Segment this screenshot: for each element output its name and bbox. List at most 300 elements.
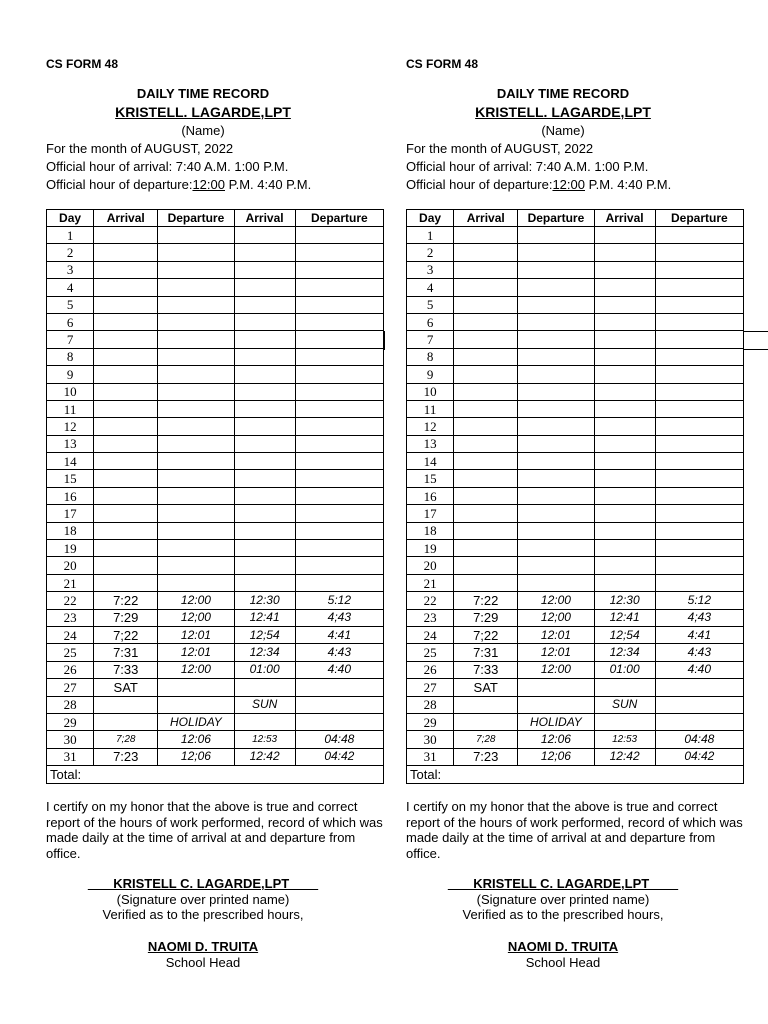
- departure-pm-cell: [295, 435, 383, 452]
- arrival-am-cell: [94, 696, 158, 713]
- name-caption: (Name): [541, 123, 585, 138]
- arrival-am-cell: 7:29: [94, 609, 158, 626]
- total-row: [407, 766, 744, 783]
- departure-am-cell: [158, 366, 234, 383]
- day-cell: 16: [47, 487, 94, 504]
- arrival-pm-cell: [234, 383, 295, 400]
- departure-pm-cell: [295, 470, 383, 487]
- departure-am-cell: [158, 574, 234, 591]
- arrival-pm-cell: [234, 522, 295, 539]
- arrival-pm-cell: [234, 557, 295, 574]
- arrival-pm-cell: [234, 400, 295, 417]
- departure-am-cell: [158, 331, 234, 348]
- day-cell: 14: [47, 453, 94, 470]
- table-row: [47, 661, 384, 678]
- arrival-am-cell: [94, 487, 158, 504]
- table-row: [407, 261, 744, 278]
- departure-am-cell: [158, 227, 234, 244]
- table-row: [407, 679, 744, 696]
- arrival-pm-cell: 12;54: [594, 626, 655, 643]
- form-title: DAILY TIME RECORD: [136, 86, 270, 101]
- departure-pm-cell: [295, 522, 383, 539]
- day-cell: 29: [407, 713, 454, 730]
- arrival-am-cell: [94, 279, 158, 296]
- arrival-am-cell: [454, 574, 518, 591]
- arrival-pm-cell: [594, 331, 655, 348]
- table-row: [407, 644, 744, 661]
- table-row: [47, 679, 384, 696]
- departure-am-cell: [518, 383, 594, 400]
- departure-am-cell: 12:00: [158, 661, 234, 678]
- arrival-am-cell: [94, 540, 158, 557]
- arrival-am-cell: [454, 453, 518, 470]
- table-row: [47, 644, 384, 661]
- departure-pm-cell: 04:48: [655, 731, 743, 748]
- table-row: [407, 296, 744, 313]
- day-cell: 17: [407, 505, 454, 522]
- arrival-pm-cell: [234, 244, 295, 261]
- departure-am-cell: [158, 244, 234, 261]
- arrival-am-cell: [454, 713, 518, 730]
- day-cell: 26: [47, 661, 94, 678]
- table-row: [47, 696, 384, 713]
- arrival-am-cell: [454, 383, 518, 400]
- departure-pm-cell: 5:12: [295, 592, 383, 609]
- departure-pm-cell: 04:42: [655, 748, 743, 765]
- departure-am-cell: [518, 227, 594, 244]
- day-cell: 1: [407, 227, 454, 244]
- day-cell: 14: [407, 453, 454, 470]
- arrival-pm-cell: [594, 296, 655, 313]
- arrival-am-cell: [454, 487, 518, 504]
- arrival-pm-cell: [234, 313, 295, 330]
- table-row: [47, 400, 384, 417]
- arrival-am-cell: [94, 400, 158, 417]
- day-cell: 29: [47, 713, 94, 730]
- arrival-am-cell: [94, 348, 158, 365]
- arrival-am-cell: [454, 540, 518, 557]
- school-head-title: School Head: [525, 955, 601, 970]
- arrival-pm-cell: SUN: [234, 696, 295, 713]
- table-header-row: [407, 210, 744, 227]
- arrival-pm-cell: [594, 418, 655, 435]
- departure-am-cell: [518, 557, 594, 574]
- table-row: [47, 522, 384, 539]
- arrival-am-cell: 7:29: [454, 609, 518, 626]
- arrival-pm-cell: [594, 227, 655, 244]
- departure-pm-cell: [655, 331, 743, 348]
- table-row: [47, 626, 384, 643]
- arrival-pm-cell: [234, 366, 295, 383]
- arrival-am-cell: SAT: [454, 679, 518, 696]
- table-row: [47, 418, 384, 435]
- departure-am-cell: 12:06: [158, 731, 234, 748]
- table-row: [407, 505, 744, 522]
- day-cell: 20: [47, 557, 94, 574]
- departure-pm-cell: [655, 261, 743, 278]
- arrival-pm-cell: [594, 435, 655, 452]
- arrival-pm-cell: [234, 453, 295, 470]
- departure-pm-cell: [295, 713, 383, 730]
- arrival-am-cell: SAT: [94, 679, 158, 696]
- table-row: [407, 540, 744, 557]
- departure-pm-cell: [655, 522, 743, 539]
- verified-text: Verified as to the prescribed hours,: [462, 907, 664, 922]
- departure-am-cell: [158, 696, 234, 713]
- arrival-pm-cell: [594, 244, 655, 261]
- column-header-departure-am: Departure: [158, 210, 234, 227]
- time-record-table: [46, 209, 384, 784]
- departure-pm-cell: [295, 453, 383, 470]
- departure-suffix: P.M. 4:40 P.M.: [585, 177, 672, 192]
- arrival-pm-cell: [594, 540, 655, 557]
- table-row: [407, 731, 744, 748]
- day-cell: 13: [407, 435, 454, 452]
- arrival-am-cell: [454, 522, 518, 539]
- departure-am-cell: 12;06: [158, 748, 234, 765]
- arrival-am-cell: [94, 435, 158, 452]
- departure-pm-cell: [655, 453, 743, 470]
- day-cell: 4: [47, 279, 94, 296]
- employee-name: KRISTELL. LAGARDE,LPT: [115, 104, 291, 120]
- departure-pm-cell: 5:12: [655, 592, 743, 609]
- departure-pm-cell: 4:43: [295, 644, 383, 661]
- day-cell: 15: [407, 470, 454, 487]
- day-cell: 22: [47, 592, 94, 609]
- arrival-pm-cell: [594, 366, 655, 383]
- arrival-am-cell: [94, 453, 158, 470]
- table-row: [407, 522, 744, 539]
- departure-pm-cell: [295, 227, 383, 244]
- departure-am-cell: 12:00: [518, 661, 594, 678]
- arrival-am-cell: [94, 574, 158, 591]
- table-row: [407, 713, 744, 730]
- table-row: [407, 348, 744, 365]
- day-cell: 6: [47, 313, 94, 330]
- departure-am-cell: [158, 557, 234, 574]
- departure-am-cell: [518, 366, 594, 383]
- column-header-departure-pm: Departure: [655, 210, 743, 227]
- school-head-name: NAOMI D. TRUITA: [507, 939, 619, 954]
- month-line: For the month of AUGUST, 2022: [46, 141, 234, 156]
- departure-am-cell: [518, 522, 594, 539]
- school-head-name: NAOMI D. TRUITA: [147, 939, 259, 954]
- departure-prefix: Official hour of departure:: [46, 177, 193, 192]
- day-cell: 5: [407, 296, 454, 313]
- table-row: [407, 331, 744, 348]
- arrival-am-cell: 7:23: [454, 748, 518, 765]
- arrival-am-cell: [454, 279, 518, 296]
- signature-caption: (Signature over printed name): [476, 892, 650, 907]
- arrival-am-cell: [454, 261, 518, 278]
- day-cell: 16: [407, 487, 454, 504]
- arrival-pm-cell: [234, 487, 295, 504]
- total-row: [47, 766, 384, 783]
- day-cell: 5: [47, 296, 94, 313]
- departure-pm-cell: [655, 348, 743, 365]
- departure-am-cell: [158, 470, 234, 487]
- departure-am-cell: [518, 540, 594, 557]
- table-row: [47, 366, 384, 383]
- departure-pm-cell: [295, 313, 383, 330]
- certification-text: I certify on my honor that the above is true and correct report of the hours of work performed, record of which was made daily at the time of arrival at and departure from office.: [406, 799, 743, 861]
- departure-pm-cell: [295, 400, 383, 417]
- departure-underlined-time: 12:00: [552, 177, 585, 192]
- arrival-am-cell: [94, 366, 158, 383]
- departure-pm-cell: 4:43: [655, 644, 743, 661]
- departure-hours-line: [46, 177, 311, 192]
- arrival-am-cell: [454, 557, 518, 574]
- arrival-am-cell: [94, 505, 158, 522]
- arrival-am-cell: [94, 383, 158, 400]
- arrival-am-cell: [454, 244, 518, 261]
- day-cell: 19: [47, 540, 94, 557]
- arrival-am-cell: [94, 522, 158, 539]
- day-cell: 10: [47, 383, 94, 400]
- arrival-am-cell: [454, 331, 518, 348]
- table-header-row: [47, 210, 384, 227]
- employee-name: KRISTELL. LAGARDE,LPT: [475, 104, 651, 120]
- column-header-day: Day: [407, 210, 454, 227]
- arrival-am-cell: [94, 470, 158, 487]
- departure-pm-cell: 4;43: [295, 609, 383, 626]
- table-row: [47, 470, 384, 487]
- day-cell: 24: [47, 626, 94, 643]
- departure-am-cell: [158, 453, 234, 470]
- table-row: [407, 661, 744, 678]
- departure-suffix: P.M. 4:40 P.M.: [225, 177, 312, 192]
- arrival-pm-cell: [594, 279, 655, 296]
- day-cell: 8: [407, 348, 454, 365]
- arrival-pm-cell: [234, 505, 295, 522]
- table-row: [407, 487, 744, 504]
- table-row: [47, 557, 384, 574]
- arrival-pm-cell: [234, 261, 295, 278]
- arrival-pm-cell: [234, 540, 295, 557]
- departure-am-cell: [158, 540, 234, 557]
- departure-pm-cell: 4:41: [655, 626, 743, 643]
- day-cell: 7: [407, 331, 454, 348]
- day-cell: 27: [407, 679, 454, 696]
- departure-am-cell: [518, 261, 594, 278]
- departure-pm-cell: 4:40: [655, 661, 743, 678]
- column-header-arrival-am: Arrival: [94, 210, 158, 227]
- departure-pm-cell: [655, 435, 743, 452]
- day-cell: 9: [407, 366, 454, 383]
- day-cell: 27: [47, 679, 94, 696]
- arrival-am-cell: [94, 261, 158, 278]
- signature-line: ___ KRISTELL C. LAGARDE,LPT____: [87, 876, 319, 891]
- departure-am-cell: [518, 418, 594, 435]
- arrival-am-cell: [454, 435, 518, 452]
- departure-pm-cell: [655, 574, 743, 591]
- day-cell: 23: [407, 609, 454, 626]
- departure-am-cell: [518, 331, 594, 348]
- arrival-pm-cell: [594, 383, 655, 400]
- arrival-am-cell: 7:33: [454, 661, 518, 678]
- day-cell: 13: [47, 435, 94, 452]
- arrival-am-cell: 7;28: [454, 731, 518, 748]
- time-record-table: [406, 209, 744, 784]
- arrival-pm-cell: [234, 470, 295, 487]
- departure-pm-cell: [295, 366, 383, 383]
- arrival-pm-cell: [594, 313, 655, 330]
- departure-am-cell: 12:01: [158, 644, 234, 661]
- table-row: [47, 540, 384, 557]
- day-cell: 28: [407, 696, 454, 713]
- departure-am-cell: [518, 574, 594, 591]
- departure-am-cell: [518, 505, 594, 522]
- table-row: [47, 713, 384, 730]
- arrival-am-cell: 7:23: [94, 748, 158, 765]
- departure-am-cell: [518, 435, 594, 452]
- table-row: [47, 435, 384, 452]
- arrival-pm-cell: [594, 400, 655, 417]
- arrival-pm-cell: [594, 348, 655, 365]
- arrival-pm-cell: [234, 279, 295, 296]
- departure-am-cell: 12:01: [518, 644, 594, 661]
- arrival-am-cell: [454, 696, 518, 713]
- table-edge-stub-left: [384, 331, 385, 350]
- arrival-pm-cell: 12:53: [594, 731, 655, 748]
- arrival-pm-cell: [234, 331, 295, 348]
- arrival-hours-line: Official hour of arrival: 7:40 A.M. 1:00 P.M.: [46, 159, 289, 174]
- arrival-pm-cell: [234, 435, 295, 452]
- day-cell: 25: [407, 644, 454, 661]
- table-edge-stub-right: [744, 331, 768, 350]
- arrival-hours-line: Official hour of arrival: 7:40 A.M. 1:00 P.M.: [406, 159, 649, 174]
- departure-pm-cell: [295, 331, 383, 348]
- table-row: [407, 279, 744, 296]
- arrival-am-cell: [94, 313, 158, 330]
- departure-am-cell: [158, 348, 234, 365]
- arrival-am-cell: 7:22: [454, 592, 518, 609]
- departure-am-cell: [518, 400, 594, 417]
- departure-am-cell: HOLIDAY: [518, 713, 594, 730]
- day-cell: 15: [47, 470, 94, 487]
- day-cell: 4: [407, 279, 454, 296]
- verified-text: Verified as to the prescribed hours,: [102, 907, 304, 922]
- day-cell: 3: [407, 261, 454, 278]
- departure-am-cell: 12;00: [518, 609, 594, 626]
- departure-am-cell: HOLIDAY: [158, 713, 234, 730]
- departure-am-cell: [158, 296, 234, 313]
- departure-pm-cell: [655, 540, 743, 557]
- departure-am-cell: [158, 418, 234, 435]
- departure-am-cell: [518, 313, 594, 330]
- arrival-pm-cell: [594, 522, 655, 539]
- arrival-pm-cell: [594, 505, 655, 522]
- departure-am-cell: [158, 383, 234, 400]
- departure-am-cell: [158, 313, 234, 330]
- departure-pm-cell: [295, 505, 383, 522]
- arrival-am-cell: [454, 296, 518, 313]
- arrival-pm-cell: [594, 470, 655, 487]
- departure-am-cell: [158, 261, 234, 278]
- arrival-pm-cell: 01:00: [234, 661, 295, 678]
- departure-am-cell: [518, 244, 594, 261]
- arrival-pm-cell: SUN: [594, 696, 655, 713]
- departure-pm-cell: [655, 557, 743, 574]
- column-header-arrival-am: Arrival: [454, 210, 518, 227]
- departure-pm-cell: [655, 487, 743, 504]
- column-header-departure-pm: Departure: [295, 210, 383, 227]
- departure-pm-cell: [295, 418, 383, 435]
- arrival-pm-cell: 12:53: [234, 731, 295, 748]
- column-header-departure-am: Departure: [518, 210, 594, 227]
- arrival-am-cell: [454, 418, 518, 435]
- departure-pm-cell: [655, 400, 743, 417]
- departure-am-cell: [158, 487, 234, 504]
- day-cell: 10: [407, 383, 454, 400]
- table-row: [407, 435, 744, 452]
- day-cell: 2: [47, 244, 94, 261]
- arrival-pm-cell: [234, 574, 295, 591]
- arrival-am-cell: [454, 227, 518, 244]
- table-row: [407, 592, 744, 609]
- departure-am-cell: [518, 453, 594, 470]
- table-row: [47, 574, 384, 591]
- departure-pm-cell: [295, 540, 383, 557]
- arrival-am-cell: [94, 713, 158, 730]
- departure-am-cell: [518, 279, 594, 296]
- day-cell: 31: [407, 748, 454, 765]
- day-cell: 23: [47, 609, 94, 626]
- arrival-pm-cell: [234, 713, 295, 730]
- arrival-pm-cell: [594, 679, 655, 696]
- column-header-arrival-pm: Arrival: [594, 210, 655, 227]
- day-cell: 17: [47, 505, 94, 522]
- table-row: [407, 574, 744, 591]
- table-row: [47, 331, 384, 348]
- day-cell: 2: [407, 244, 454, 261]
- departure-pm-cell: [295, 696, 383, 713]
- departure-pm-cell: [295, 348, 383, 365]
- day-cell: 20: [407, 557, 454, 574]
- departure-pm-cell: [655, 244, 743, 261]
- departure-pm-cell: [655, 227, 743, 244]
- departure-pm-cell: [295, 261, 383, 278]
- departure-pm-cell: [655, 383, 743, 400]
- day-cell: 30: [47, 731, 94, 748]
- arrival-pm-cell: 12:41: [594, 609, 655, 626]
- departure-am-cell: [158, 522, 234, 539]
- arrival-pm-cell: [594, 574, 655, 591]
- arrival-pm-cell: 12:30: [594, 592, 655, 609]
- departure-pm-cell: 04:48: [295, 731, 383, 748]
- column-header-arrival-pm: Arrival: [234, 210, 295, 227]
- table-row: [47, 748, 384, 765]
- day-cell: 9: [47, 366, 94, 383]
- departure-am-cell: 12;06: [518, 748, 594, 765]
- arrival-am-cell: 7:31: [454, 644, 518, 661]
- departure-prefix: Official hour of departure:: [406, 177, 553, 192]
- departure-am-cell: 12;00: [158, 609, 234, 626]
- arrival-am-cell: [94, 331, 158, 348]
- departure-pm-cell: [295, 279, 383, 296]
- table-row: [407, 366, 744, 383]
- departure-pm-cell: [655, 696, 743, 713]
- school-head-title: School Head: [165, 955, 241, 970]
- departure-pm-cell: [655, 505, 743, 522]
- departure-am-cell: [518, 470, 594, 487]
- signature-caption: (Signature over printed name): [116, 892, 290, 907]
- arrival-am-cell: [454, 366, 518, 383]
- day-cell: 30: [407, 731, 454, 748]
- arrival-am-cell: [454, 400, 518, 417]
- table-row: [407, 418, 744, 435]
- departure-am-cell: 12:00: [518, 592, 594, 609]
